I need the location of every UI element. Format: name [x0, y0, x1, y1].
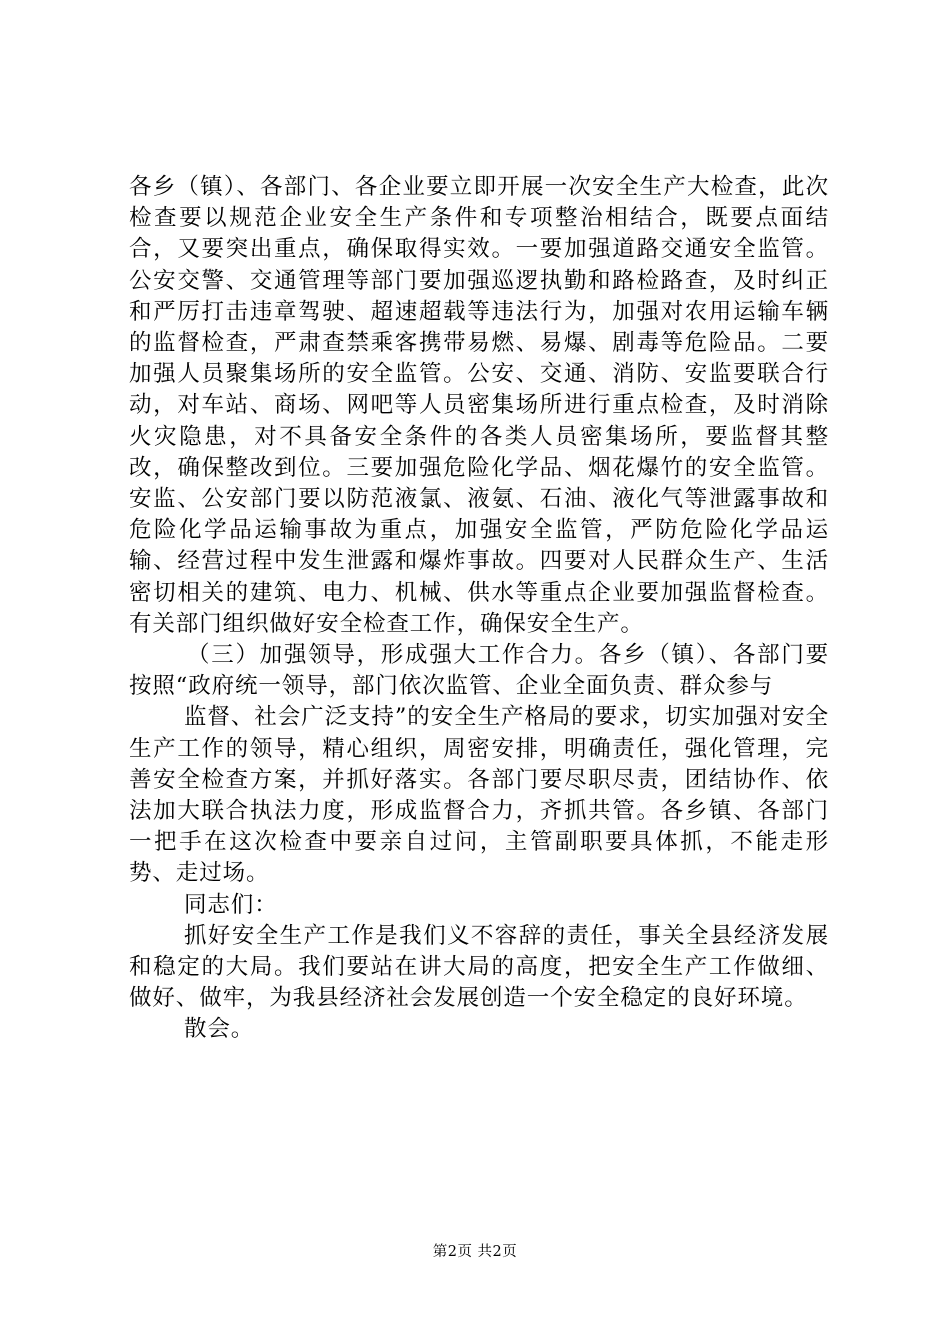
- document-body: [129, 172, 829, 1046]
- page-footer: 第2页 共2页: [432, 1244, 518, 1260]
- paragraph-section-three-body: 监督、社会广泛支持”的安全生产格局的要求，切实加强对安全生产工作的领导，精心组织，周密安排，明确责任，强化管理，完善安全检查方案，并抓好落实。各部门要尽职尽责，团结协作、依法加大联合执法力度，形成监督合力，齐抓共管。各乡镇、各部门一把手在这次检查中要亲自过问，主管副职要具体抓，不能走形势、走过场。: [129, 704, 829, 887]
- paragraph-adjourn: 散会。: [184, 1016, 255, 1043]
- paragraph-salutation: 同志们：: [184, 891, 278, 918]
- paragraph-closing: 抓好安全生产工作是我们义不容辞的责任，事关全县经济发展和稳定的大局。我们要站在讲大局的高度，把安全生产工作做细、做好、做牢，为我县经济社会发展创造一个安全稳定的良好环境。: [129, 922, 829, 1012]
- paragraph-section-three-heading: （三）加强领导，形成强大工作合力。各乡（镇）、各部门要按照“政府统一领导，部门依次监管、企业全面负责、群众参与: [129, 642, 829, 700]
- paragraph-safety-inspection: 各乡（镇）、各部门、各企业要立即开展一次安全生产大检查，此次检查要以规范企业安全生产条件和专项整治相结合，既要点面结合，又要突出重点，确保取得实效。一要加强道路交通安全监管。公安交警、交通管理等部门要加强巡逻执勤和路检路查，及时纠正和严厉打击违章驾驶、超速超载等违法行为，加强对农用运输车辆的监督检查，严肃查禁乘客携带易燃、易爆、剧毒等危险品。二要加强人员聚集场所的安全监管。公安、交通、消防、安监要联合行动，对车站、商场、网吧等人员密集场所进行重点检查，及时消除火灾隐患，对不具备安全条件的各类人员密集场所，要监督其整改，确保整改到位。三要加强危险化学品、烟花爆竹的安全监管。安监、公安部门要以防范液氯、液氨、石油、液化气等泄露事故和危险化学品运输事故为重点，加强安全监管，严防危险化学品运输、经营过程中发生泄露和爆炸事故。四要对人民群众生产、生活密切相关的建筑、电力、机械、供水等重点企业要加强监督检查。有关部门组织做好安全检查工作，确保安全生产。: [129, 174, 829, 637]
